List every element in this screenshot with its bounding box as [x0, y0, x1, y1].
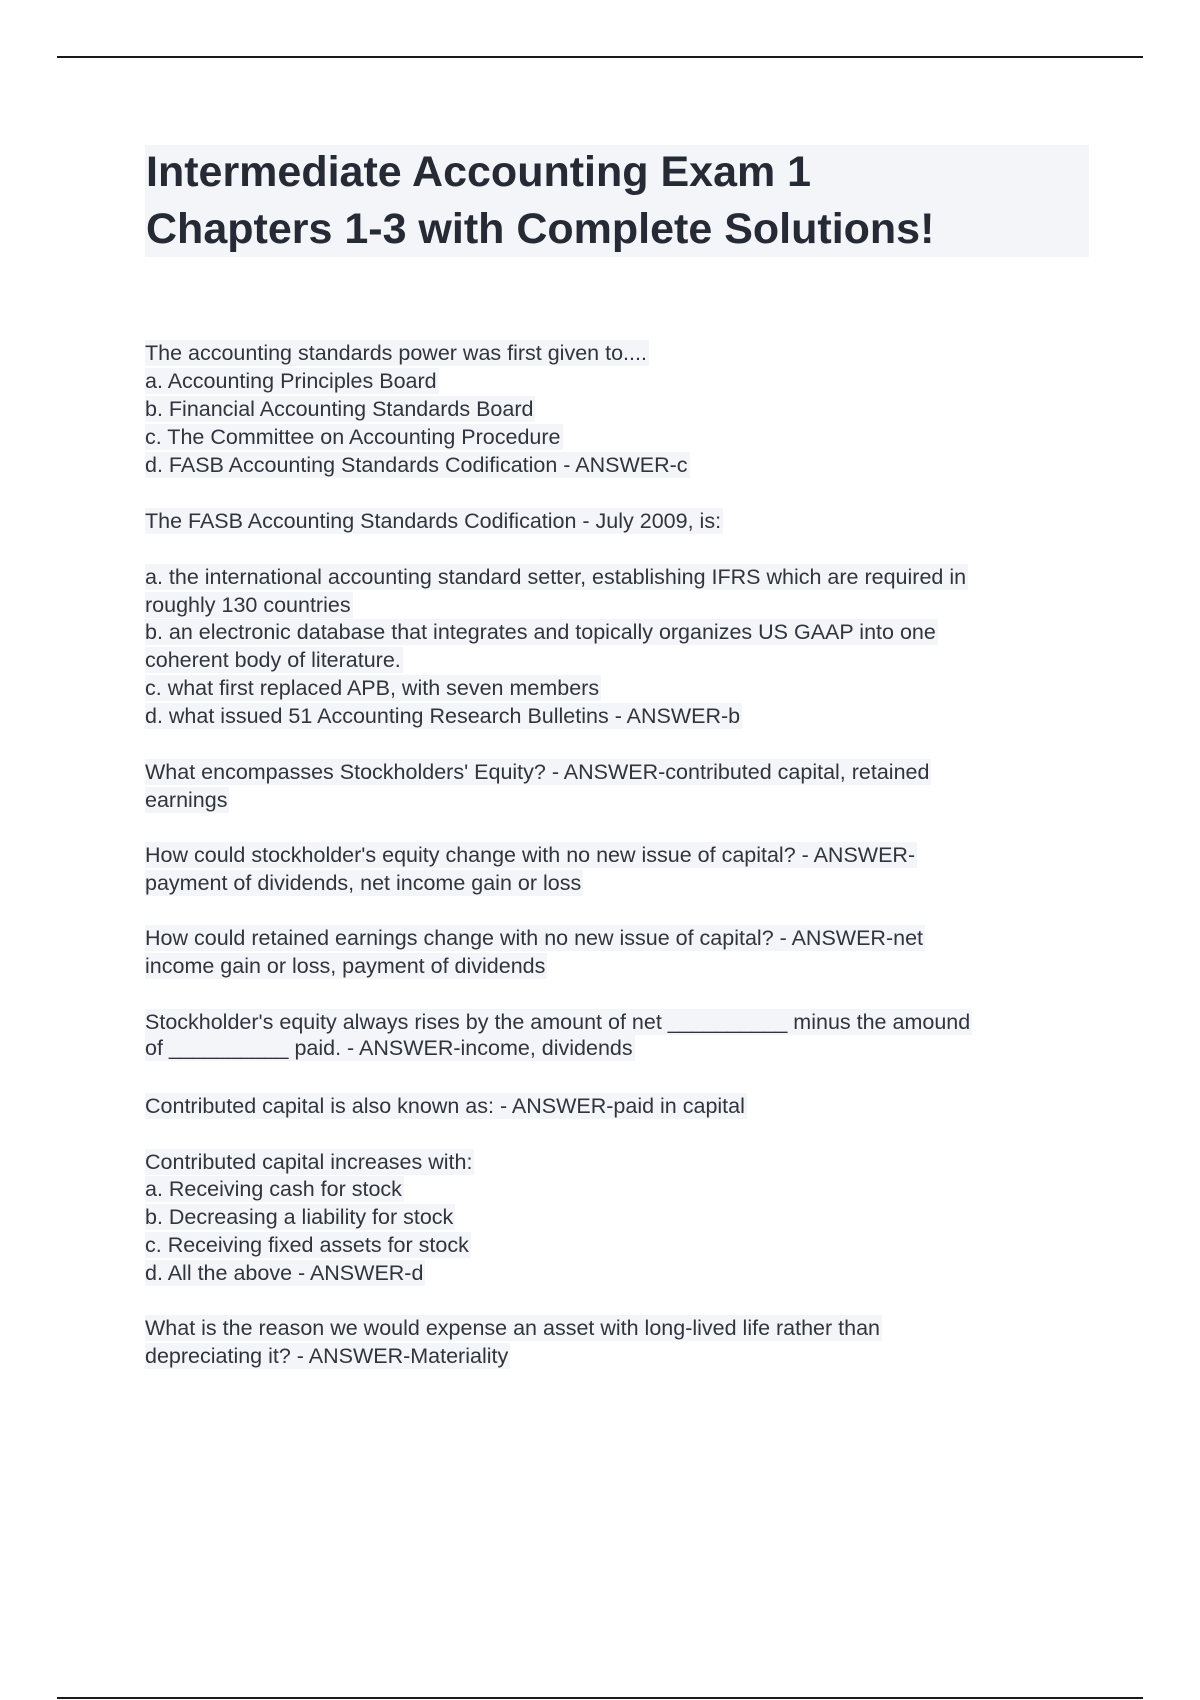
qa-line: The FASB Accounting Standards Codification - July 2009, is: — [145, 509, 722, 533]
qa-line: Contributed capital increases with: — [145, 1150, 473, 1174]
qa-line: b. an electronic database that integrates and topically organizes US GAAP into one — [145, 620, 936, 644]
qa-line: Stockholder's equity always rises by the amount of net __________ minus the amound — [145, 1010, 971, 1034]
title-line-1: Intermediate Accounting Exam 1 — [146, 148, 812, 196]
qa-line: The accounting standards power was first given to.... — [145, 341, 647, 365]
qa-line: d. what issued 51 Accounting Research Bulletins - ANSWER-b — [145, 704, 741, 728]
title-line-2: Chapters 1-3 with Complete Solutions! — [146, 205, 935, 253]
qa-line: How could stockholder's equity change with no new issue of capital? - ANSWER- — [145, 843, 916, 867]
qa-line: What is the reason we would expense an asset with long-lived life rather than — [145, 1316, 880, 1340]
qa-line: What encompasses Stockholders' Equity? - ANSWER-contributed capital, retained — [145, 760, 930, 784]
qa-line: a. the international accounting standard setter, establishing IFRS which are required in — [145, 565, 967, 589]
qa-line: roughly 130 countries — [145, 593, 351, 617]
qa-line: income gain or loss, payment of dividends — [145, 954, 546, 978]
qa-line: How could retained earnings change with no new issue of capital? - ANSWER-net — [145, 926, 923, 950]
qa-line: c. Receiving fixed assets for stock — [145, 1233, 469, 1257]
qa-line: coherent body of literature. — [145, 648, 401, 672]
qa-line: a. Receiving cash for stock — [145, 1177, 402, 1201]
qa-line: a. Accounting Principles Board — [145, 369, 437, 393]
qa-line: Contributed capital is also known as: - ANSWER-paid in capital — [145, 1094, 745, 1118]
qa-line: c. The Committee on Accounting Procedure — [145, 425, 561, 449]
qa-line: b. Financial Accounting Standards Board — [145, 397, 534, 421]
qa-line: earnings — [145, 788, 228, 812]
qa-line: d. All the above - ANSWER-d — [145, 1261, 424, 1285]
qa-line: d. FASB Accounting Standards Codification - ANSWER-c — [145, 453, 688, 477]
qa-line: payment of dividends, net income gain or loss — [145, 871, 582, 895]
qa-line: c. what first replaced APB, with seven members — [145, 676, 600, 700]
qa-line: depreciating it? - ANSWER-Materiality — [145, 1344, 509, 1368]
document-title — [145, 145, 1089, 257]
qa-line: b. Decreasing a liability for stock — [145, 1205, 454, 1229]
footer-rule — [57, 1697, 1143, 1699]
header-rule — [57, 56, 1143, 58]
qa-line: of __________ paid. - ANSWER-income, dividends — [145, 1036, 633, 1060]
